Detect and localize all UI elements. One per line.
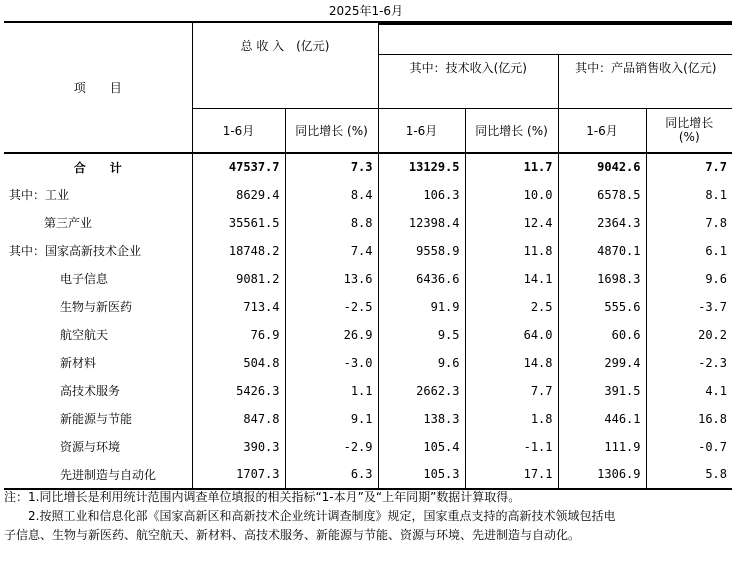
row-label: 先进制造与自动化 — [60, 467, 157, 482]
table-row — [4, 153, 732, 181]
header-yoy-product-line1: 同比增长 — [665, 116, 714, 131]
row-label: 第三产业 — [44, 216, 93, 230]
cell-product-value: 1698.3 — [558, 265, 646, 293]
cell-total-value: 390.3 — [192, 433, 285, 461]
row-label: 其中：工业 — [9, 188, 70, 202]
row-label: 高技术服务 — [60, 384, 121, 398]
cell-tech-growth: -1.1 — [465, 433, 558, 461]
cell-total-growth: 7.4 — [285, 237, 378, 265]
cell-tech-growth: 7.7 — [465, 377, 558, 405]
cell-total-growth: 7.3 — [285, 153, 378, 181]
cell-product-value: 446.1 — [558, 405, 646, 433]
cell-total-value: 847.8 — [192, 405, 285, 433]
table-row — [4, 237, 732, 265]
cell-product-growth: 4.1 — [646, 377, 732, 405]
footnote-2: 2.按照工业和信息化部《国家高新区和高新技术企业统计调查制度》规定，国家重点支持的高新技术领域包括电 — [4, 509, 616, 523]
cell-tech-value: 105.4 — [378, 433, 465, 461]
cell-total-growth: -2.9 — [285, 433, 378, 461]
cell-product-value: 60.6 — [558, 321, 646, 349]
cell-tech-value: 12398.4 — [378, 209, 465, 237]
table-row — [4, 377, 732, 405]
cell-tech-value: 105.3 — [378, 461, 465, 489]
cell-tech-growth: 1.8 — [465, 405, 558, 433]
cell-total-growth: 13.6 — [285, 265, 378, 293]
cell-total-growth: 8.8 — [285, 209, 378, 237]
cell-tech-value: 91.9 — [378, 293, 465, 321]
cell-product-value: 111.9 — [558, 433, 646, 461]
cell-tech-value: 2662.3 — [378, 377, 465, 405]
cell-tech-growth: 14.8 — [465, 349, 558, 377]
cell-tech-growth: 11.8 — [465, 237, 558, 265]
header-yoy-product — [646, 109, 732, 153]
cell-product-value: 391.5 — [558, 377, 646, 405]
header-subgroup — [379, 23, 733, 108]
table-row — [4, 181, 732, 209]
cell-tech-value: 138.3 — [378, 405, 465, 433]
table-period-title: 2025年1-6月 — [328, 4, 404, 18]
header-ytd-tech: 1-6月 — [378, 109, 465, 153]
row-label: 新材料 — [60, 356, 97, 370]
cell-total-value: 713.4 — [192, 293, 285, 321]
cell-tech-growth: 11.7 — [465, 153, 558, 181]
cell-tech-value: 9.6 — [378, 349, 465, 377]
header-item: 项 目 — [4, 22, 192, 153]
statistics-table — [4, 21, 732, 490]
row-label: 其中：国家高新技术企业 — [9, 244, 142, 258]
cell-product-value: 6578.5 — [558, 181, 646, 209]
cell-product-value: 9042.6 — [558, 153, 646, 181]
cell-product-growth: -0.7 — [646, 433, 732, 461]
row-label: 电子信息 — [60, 272, 109, 286]
cell-total-growth: 26.9 — [285, 321, 378, 349]
cell-total-value: 76.9 — [192, 321, 285, 349]
footnote-1: 注：1.同比增长是利用统计范围内调查单位填报的相关指标“1-本月”及“上年同期”数据计算取得。 — [4, 490, 521, 504]
header-product-income: 其中：产品销售收入(亿元) — [559, 54, 733, 108]
table-row — [4, 209, 732, 237]
cell-product-value: 4870.1 — [558, 237, 646, 265]
header-yoy-product-line2: (%) — [678, 130, 700, 145]
cell-product-value: 299.4 — [558, 349, 646, 377]
cell-tech-growth: 12.4 — [465, 209, 558, 237]
cell-tech-value: 6436.6 — [378, 265, 465, 293]
footnotes — [4, 488, 732, 545]
cell-product-value: 555.6 — [558, 293, 646, 321]
cell-product-growth: 5.8 — [646, 461, 732, 489]
table-row — [4, 461, 732, 489]
table-row — [4, 405, 732, 433]
header-yoy-tech: 同比增长 (%) — [465, 109, 558, 153]
table-row — [4, 265, 732, 293]
cell-product-growth: 16.8 — [646, 405, 732, 433]
cell-total-growth: 1.1 — [285, 377, 378, 405]
cell-product-growth: 6.1 — [646, 237, 732, 265]
table-row — [4, 349, 732, 377]
cell-tech-value: 13129.5 — [378, 153, 465, 181]
cell-total-value: 18748.2 — [192, 237, 285, 265]
cell-tech-growth: 17.1 — [465, 461, 558, 489]
cell-tech-value: 106.3 — [378, 181, 465, 209]
cell-product-value: 2364.3 — [558, 209, 646, 237]
cell-product-growth: 7.7 — [646, 153, 732, 181]
cell-product-value: 1306.9 — [558, 461, 646, 489]
cell-tech-growth: 64.0 — [465, 321, 558, 349]
cell-total-growth: 8.4 — [285, 181, 378, 209]
cell-total-growth: -2.5 — [285, 293, 378, 321]
footnote-2-continued: 子信息、生物与新医药、航空航天、新材料、高技术服务、新能源与节能、资源与环境、先进制造与自动化。 — [4, 528, 581, 542]
header-yoy-total: 同比增长 (%) — [285, 109, 378, 153]
cell-tech-growth: 14.1 — [465, 265, 558, 293]
cell-total-value: 8629.4 — [192, 181, 285, 209]
table-row — [4, 433, 732, 461]
cell-tech-growth: 2.5 — [465, 293, 558, 321]
cell-product-growth: 7.8 — [646, 209, 732, 237]
header-ytd-total: 1-6月 — [192, 109, 285, 153]
cell-total-growth: -3.0 — [285, 349, 378, 377]
cell-product-growth: -3.7 — [646, 293, 732, 321]
cell-tech-value: 9.5 — [378, 321, 465, 349]
header-ytd-product: 1-6月 — [558, 109, 646, 153]
row-label: 合 计 — [4, 153, 192, 181]
row-label: 航空航天 — [60, 328, 109, 342]
cell-tech-growth: 10.0 — [465, 181, 558, 209]
cell-product-growth: 9.6 — [646, 265, 732, 293]
row-label: 新能源与节能 — [60, 412, 133, 426]
cell-total-growth: 9.1 — [285, 405, 378, 433]
table-row — [4, 321, 732, 349]
row-label: 资源与环境 — [60, 440, 121, 454]
cell-tech-value: 9558.9 — [378, 237, 465, 265]
row-label: 生物与新医药 — [60, 300, 133, 314]
cell-total-value: 5426.3 — [192, 377, 285, 405]
cell-total-value: 9081.2 — [192, 265, 285, 293]
cell-total-value: 504.8 — [192, 349, 285, 377]
cell-total-value: 35561.5 — [192, 209, 285, 237]
table-row — [4, 293, 732, 321]
cell-product-growth: -2.3 — [646, 349, 732, 377]
header-tech-income: 其中：技术收入(亿元) — [379, 54, 559, 108]
cell-total-growth: 6.3 — [285, 461, 378, 489]
cell-product-growth: 20.2 — [646, 321, 732, 349]
cell-product-growth: 8.1 — [646, 181, 732, 209]
cell-total-value: 1707.3 — [192, 461, 285, 489]
header-total-income: 总 收 入 (亿元) — [192, 22, 378, 109]
cell-total-value: 47537.7 — [192, 153, 285, 181]
